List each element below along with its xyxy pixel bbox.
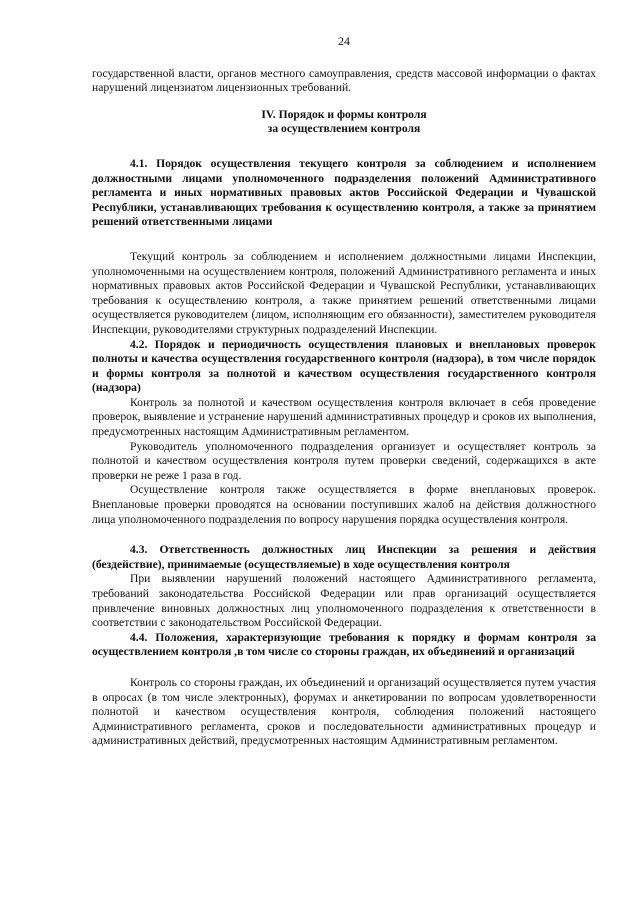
section-title-line-1: IV. Порядок и формы контроля (261, 107, 427, 121)
section-4-2-paragraph-2: Руководитель уполномоченного подразделения организует и осуществляет контроль за полнотой и качеством осуществления контроля путем проверки сведений, содержащихся в акте проверки не реже 1 раза в год. (92, 439, 596, 482)
section-4-4-body: Контроль со стороны граждан, их объединений и организаций осуществляется путем участия в опросах (в том числе электронных), форумах и анкетировании по вопросам удовлетворенности полнотой и качеством осуществления контроля, соблюдения положений настоящего Административного регламента, сроков и последовательности административных процедур и административных действий, предусмотренных настоящим Административным регламентом. (92, 675, 596, 748)
section-title-line-2: за осуществлением контроля (267, 122, 421, 136)
section-4-2-heading: 4.2. Порядок и периодичность осуществления плановых и внеплановых проверок полноты и качества осуществления государственного контроля (надзора), в том числе порядок и формы контроля за полнотой и качеством осуществления государственного контроля (надзора) (92, 337, 596, 395)
section-title (92, 108, 596, 137)
section-4-1-body: Текущий контроль за соблюдением и исполнением должностными лицами Инспекции, уполномоченными на осуществлением контроля, положений Административного регламента и иных нормативных правовых актов Российской Федерации и Чувашской Республики, устанавливающих требования к осуществлению контроля, а также принятием решений ответственными лицами осуществляется руководителем (лицом, исполняющим его обязанности), заместителем руководителя Инспекции, руководителями структурных подразделений Инспекции. (92, 249, 596, 336)
page-number: 24 (338, 34, 350, 48)
section-4-4-heading: 4.4. Положения, характеризующие требования к порядку и формам контроля за осуществлением контроля ,в том числе со стороны граждан, их объединений и организаций (92, 630, 596, 659)
section-4-3-body: При выявлении нарушений положений настоящего Административного регламента, требований законодательства Российской Федерации или прав организаций осуществляется привлечение виновных должностных лиц уполномоченного подразделения к ответственности в соответствии с законодательством Российской Федерации. (92, 572, 596, 630)
section-4-2-paragraph-3: Осуществление контроля также осуществляется в форме внеплановых проверок. Внеплановые проверки проводятся на основании поступивших жалоб на действия должностного лица уполномоченного подразделения по вопросу нарушения порядка осуществления контроля. (92, 483, 596, 526)
section-4-2-paragraph-1: Контроль за полнотой и качеством осуществления контроля включает в себя проведение проверок, выявление и устранение нарушений административных процедур и сроков их выполнения, предусмотренных настоящим Административным регламентом. (92, 395, 596, 439)
section-4-3-heading: 4.3. Ответственность должностных лиц Инспекции за решения и действия (бездействие), принимаемые (осуществляемые) в ходе осуществления контроля (92, 543, 596, 571)
document-page (92, 34, 596, 749)
intro-paragraph: государственной власти, органов местного самоуправления, средств массовой информации о фактах нарушений лицензиатом лицензионных требований. (92, 66, 596, 95)
section-4-1-heading: 4.1. Порядок осуществления текущего контроля за соблюдением и исполнением должностными лицами уполномоченного подразделения положений Административного регламента и иных нормативных правовых актов Российской Федерации и Чувашской Республики, устанавливающих требования к осуществлению контроля, а также за принятием решений ответственными лицами (92, 156, 596, 229)
